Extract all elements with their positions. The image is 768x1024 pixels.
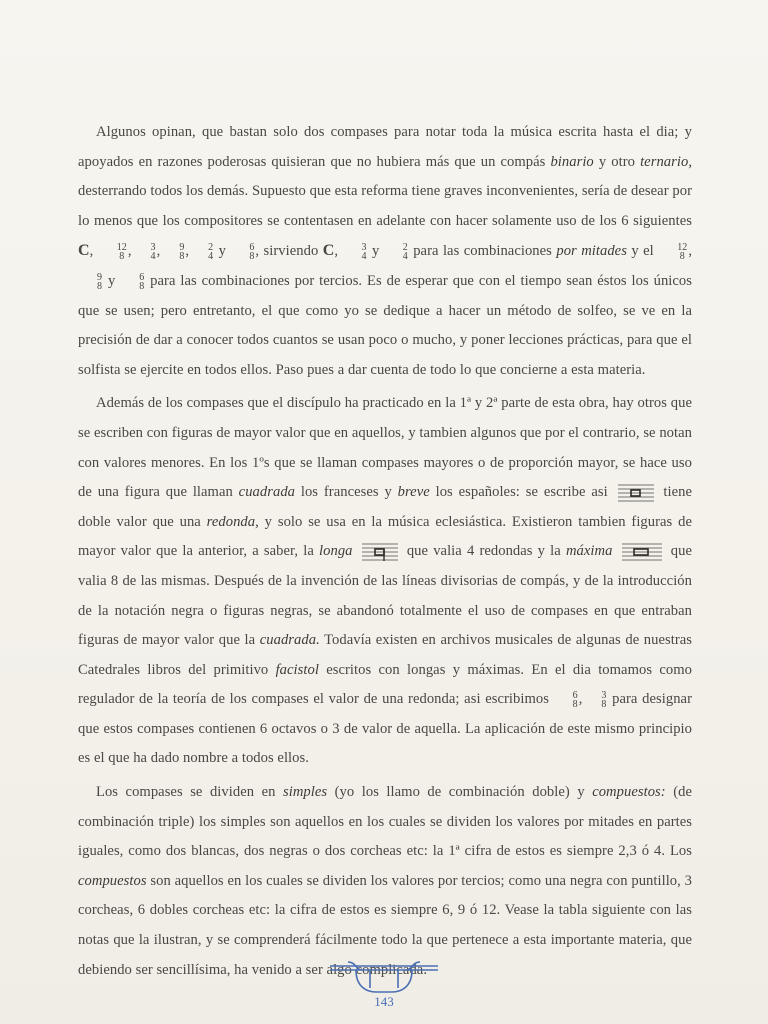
time-signature-top: 12 [677,242,688,254]
text-run: , [89,243,98,260]
time-signature [161,243,184,261]
time-signature-top: 6 [249,242,255,254]
text-run: , sirviendo [255,243,323,260]
time-signature-top: 6 [139,271,145,283]
italic-term: redonda, [206,513,259,530]
italic-term: compuestos [78,872,147,889]
time-signature [79,273,102,291]
text-run: desterrando todos los demás. Supuesto que esta reforma tiene graves inconvenientes, sería de desear por lo menos que los compositores se contentasen en adelante con hacer solamente uso de los 6 siguientes [78,183,692,229]
text-run: y el [626,243,659,260]
time-signature-bottom: 4 [208,251,214,263]
text-run: que valia 8 de las mismas. Después de la invención de las líneas divisorias de compás, y de la introducción de la notación negra o figuras negras, se abandonó totalmente el uso de compases en que entraban figuras de mayor valor que la [78,543,692,649]
time-signature-top: 3 [601,689,607,701]
time-signature-bottom: 4 [402,251,408,263]
body-text [78,118,692,989]
text-run: escritos con longas y máximas. En el dia tomamos como regulador de la teoría de los compases el valor de una redonda; asi escribimos [78,661,692,708]
italic-term: compuestos: [592,784,666,801]
text-run: , [688,243,693,260]
time-signature-bottom: 8 [119,251,125,263]
italic-term: máxima [565,543,613,560]
breve-note-icon [618,482,654,504]
text-run: para las combinaciones por tercios. Es de esperar que con el tiempo sean éstos los únicos que se usen; pero entretanto, el que como yo se dedique a hacer un método de solfeo, se ve en la precisión de dar a conocer todos cuantos se usan poco o mucho, y poner lecciones prácticas, para que el solfista se ejercite en todos ellos. Paso pues a dar cuenta de todo lo que concierne a esta materia. [78,272,693,378]
time-signature-top: 9 [179,242,185,254]
text-run: y [103,272,121,289]
common-time-symbol: C [322,242,335,260]
time-signature-bottom: 4 [361,251,367,263]
maxima-note-icon [622,541,662,563]
time-signature [385,243,408,261]
time-signature [659,243,687,261]
time-signature-top: 9 [97,271,103,283]
text-run: para las combinaciones [408,243,557,260]
text-run: , [185,243,190,260]
text-run: son aquellos en los cuales se dividen los valores por tercios; como una negra con puntillo, 3 corcheas, 6 dobles corcheas etc: la cifra de estos es siempre 6, 9 ó 12. Vease la tabla siguiente con las notas que la ilustran, y se comprenderá fácilmente todo la que pertenece a esta importante materia, que debiendo ser sencillísima, ha venido a ser algo complicada. [78,872,692,978]
time-signature [583,691,606,709]
paragraph [78,778,692,985]
text-run: y solo se usa en la música eclesiástica. Existieron tambien figuras de mayor valor que la anterior, a saber, la [78,513,692,560]
italic-term: cuadrada [238,484,296,501]
time-signature [133,243,156,261]
time-signature-bottom: 4 [150,251,156,263]
time-signature-top: 12 [116,242,127,254]
text-run: , [334,243,343,260]
text-run: y otro [593,153,641,170]
time-signature-bottom: 8 [139,280,145,292]
time-signature-bottom: 8 [249,251,255,263]
time-signature-top: 3 [150,242,156,254]
time-signature-bottom: 8 [97,280,103,292]
italic-term: longa [319,543,353,560]
text-run: y [214,243,231,260]
common-time-symbol: C [78,242,90,260]
time-signature-top: 2 [208,242,214,254]
time-signature-top: 3 [361,242,367,254]
text-run: para designar que estos compases contienen 6 octavos o 3 de valor de aquella. La aplicación de este mismo principio es el que ha dado nombre a todos ellos. [78,691,692,767]
text-run: y [367,243,384,260]
italic-term: simples [282,784,328,801]
italic-term: por mitades [556,243,627,260]
page-number: 143 [374,994,394,1009]
text-run: tiene doble valor que una [78,484,693,530]
text-run [353,543,358,559]
paragraph [78,118,692,385]
time-signature [190,243,213,261]
text-run: (de combinación triple) los simples son aquellos en los cuales se dividen los valores por mitades en partes iguales, como dos blancas, dos negras o dos corcheas etc: la 1ª cifra de estos es siempre 2,3 ó 4. Los [78,784,692,860]
time-signature-bottom: 8 [179,251,185,263]
text-run: los franceses y [295,484,398,501]
longa-note-icon [362,541,398,563]
time-signature [231,243,254,261]
time-signature-bottom: 8 [601,698,607,710]
text-run: los españoles: se escribe asi [429,484,614,501]
text-run [612,543,617,559]
time-signature-top: 6 [572,689,578,701]
paragraph [78,389,692,774]
text-run: que valia 4 redondas y la [401,543,566,560]
text-run: Algunos opinan, que bastan solo dos compases para notar toda la música escrita hasta el dia; y apoyados en razones poderosas quisieran que no hubiera más que un compás [78,124,692,170]
italic-term: breve [397,484,430,501]
text-run: , [156,243,161,260]
italic-term: ternario, [640,153,693,170]
text-run: Los compases se dividen en [96,784,283,801]
time-signature-bottom: 8 [572,698,578,710]
text-run: Todavía existen en archivos musicales de algunas de nuestras Catedrales libros del primitivo [78,632,692,678]
time-signature [343,243,366,261]
time-signature-top: 2 [402,242,408,254]
text-run: (yo los llamo de combinación doble) y [327,784,593,801]
italic-term: facistol [275,661,319,678]
time-signature-bottom: 8 [679,251,685,263]
text-run: , [127,243,132,260]
time-signature [121,273,144,291]
text-run: Además de los compases que el discípulo ha practicado en la 1ª y 2ª parte de esta obra, hay otros que se escriben con figuras de mayor valor que en aquellos, y tambien algunos que por el contrario, se notan con valores menores. En los 1ºs que se llaman compases mayores o de proporción mayor, se hace uso de una figura que llaman [78,395,692,501]
time-signature [555,691,578,709]
italic-term: binario [550,153,594,170]
italic-term: cuadrada. [259,632,320,649]
time-signature [99,243,127,261]
text-run: , [578,691,583,708]
